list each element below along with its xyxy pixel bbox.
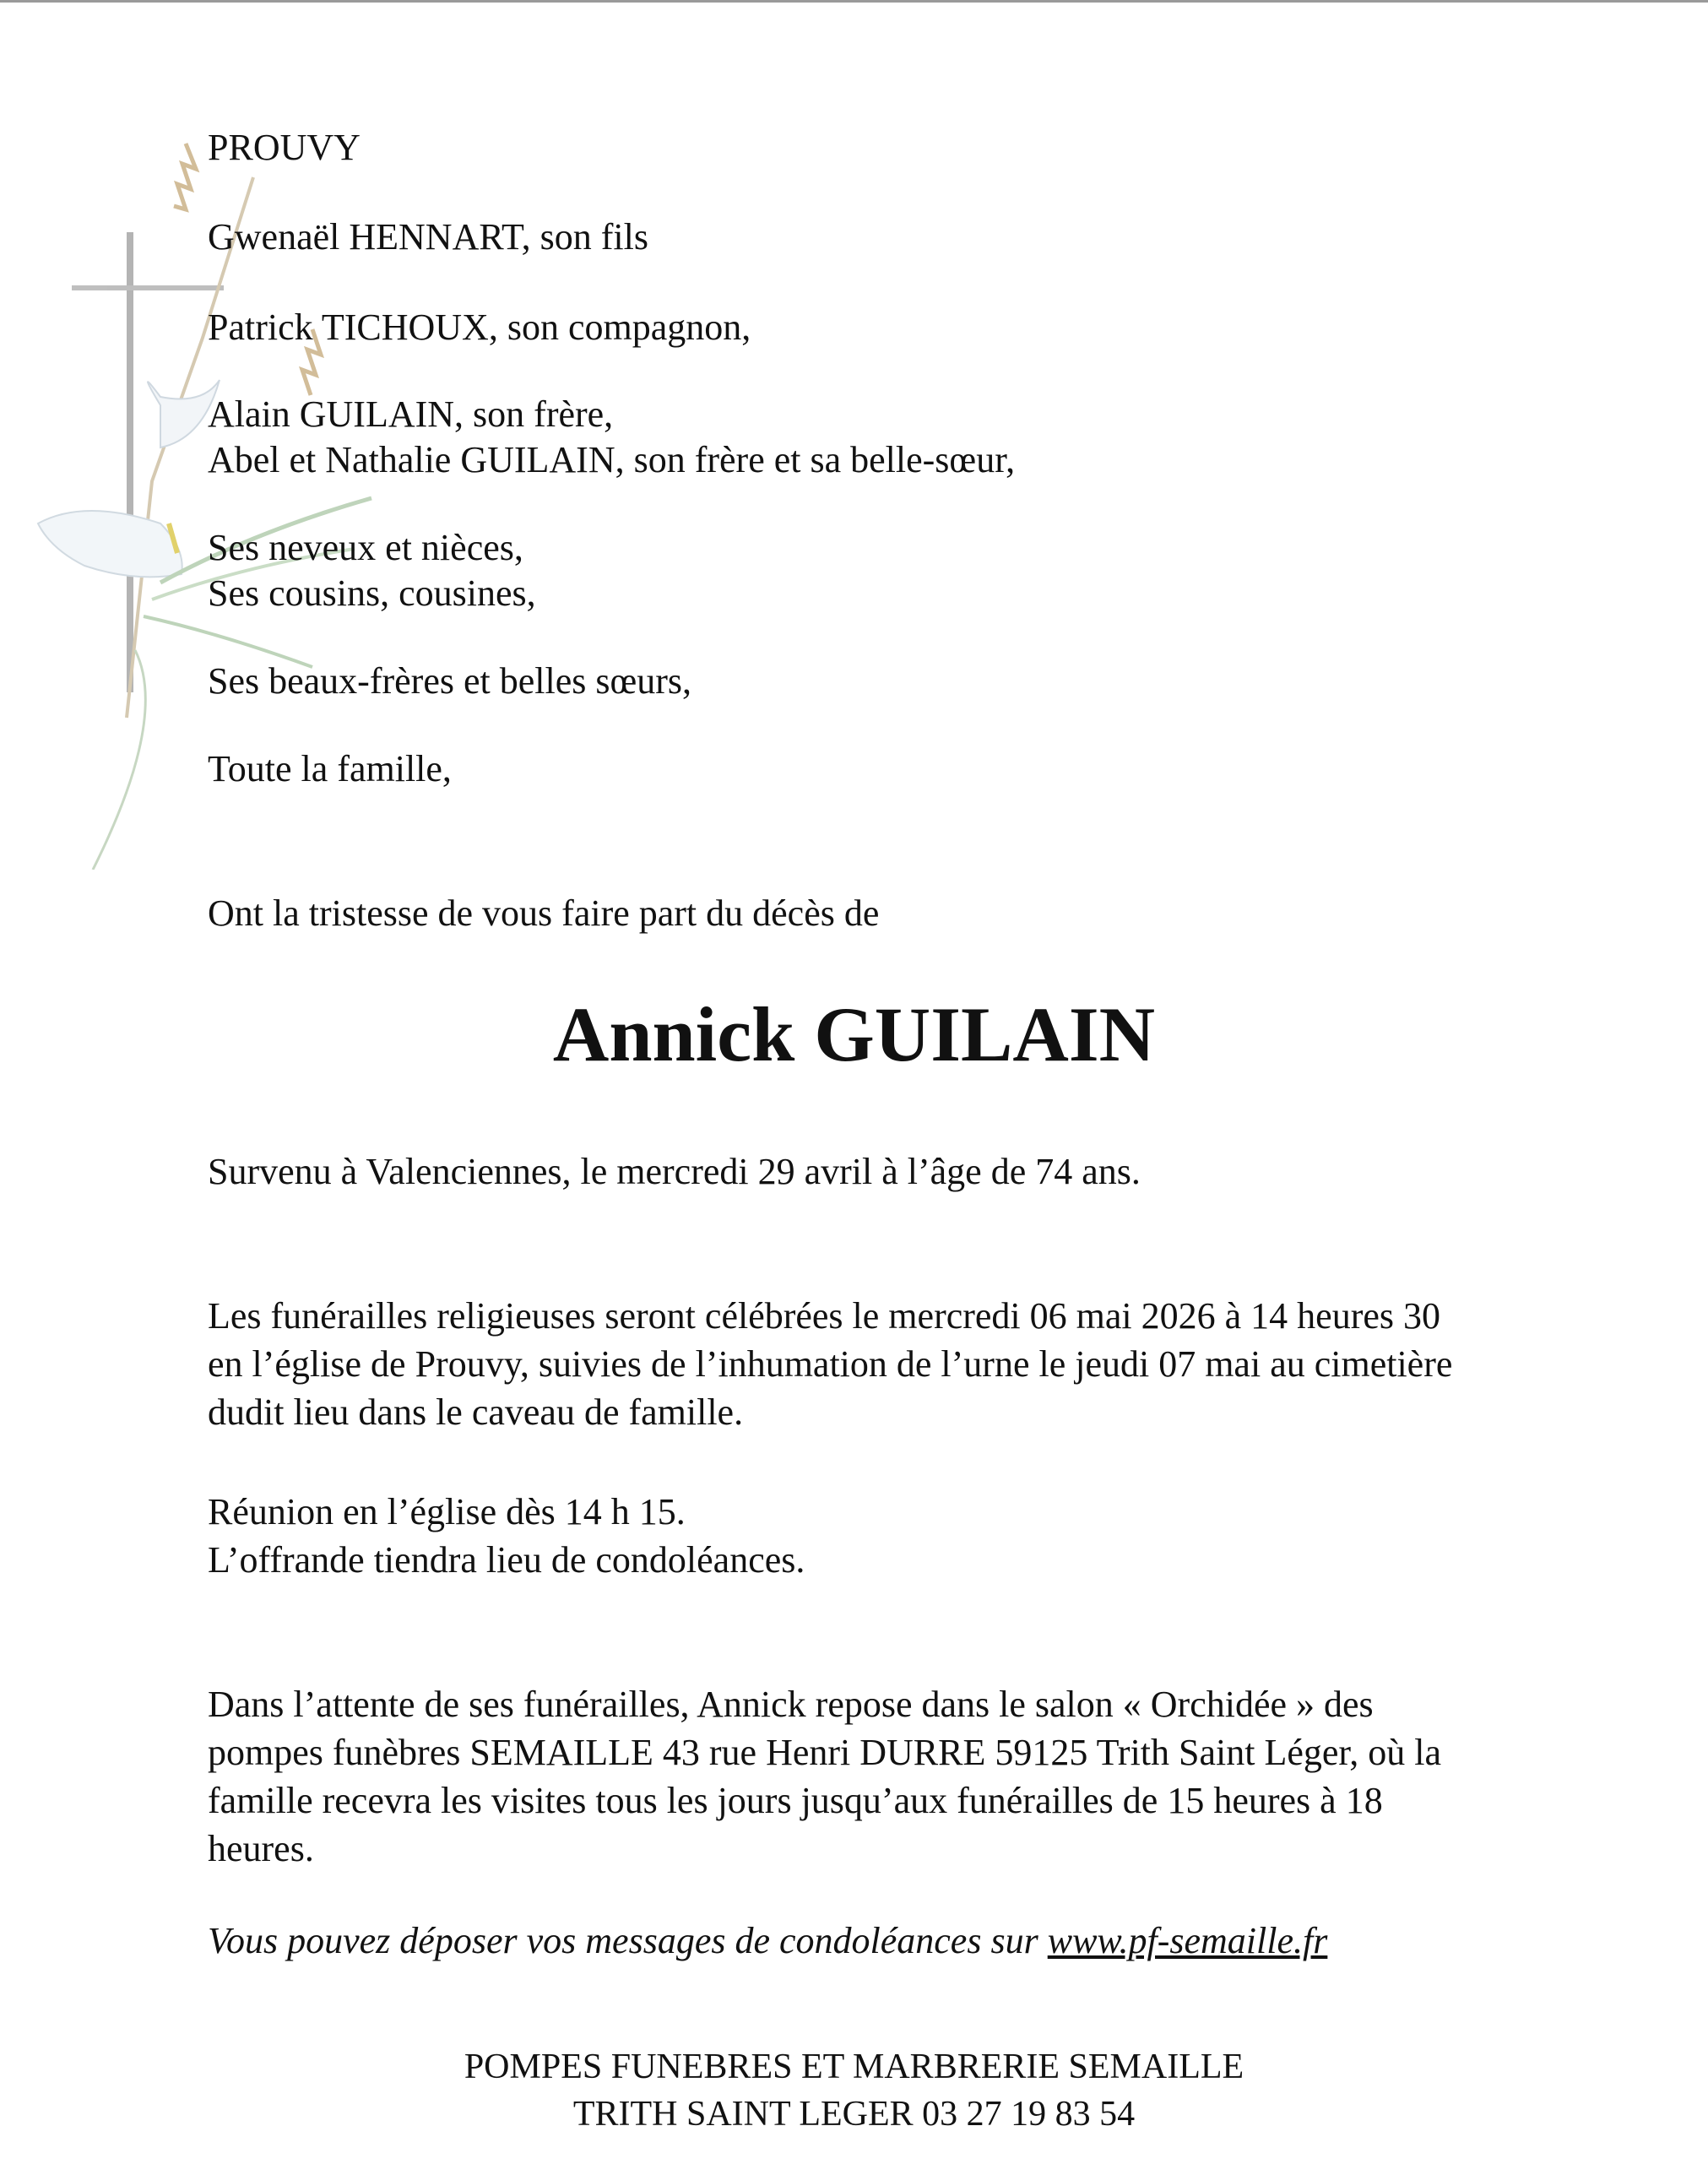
family-line: Patrick TICHOUX, son compagnon, (208, 306, 751, 348)
visitation-line: heures. (208, 1828, 314, 1869)
website-link[interactable]: www.pf-semaille.fr (1047, 1920, 1328, 1961)
meeting-line: L’offrande tiendra lieu de condoléances. (208, 1539, 805, 1581)
condolences-line (208, 1918, 1327, 1964)
family-line: Ses neveux et nièces, (208, 527, 523, 568)
town-heading: PROUVY (208, 127, 361, 168)
visitation-line: pompes funèbres SEMAILLE 43 rue Henri DURRE 59125 Trith Saint Léger, où la (208, 1732, 1442, 1773)
family-line: Gwenaël HENNART, son fils (208, 216, 649, 258)
meeting-line: Réunion en l’église dès 14 h 15. (208, 1491, 686, 1532)
visitation-line: Dans l’attente de ses funérailles, Annick repose dans le salon « Orchidée » des (208, 1684, 1374, 1725)
deceased-name: Annick GUILAIN (552, 991, 1156, 1077)
funeral-line: Les funérailles religieuses seront célébrées le mercredi 06 mai 2026 à 14 heures 30 (208, 1295, 1440, 1337)
family-line: Ses cousins, cousines, (208, 572, 536, 614)
condolences-text: Vous pouvez déposer vos messages de condoléances sur (208, 1920, 1048, 1961)
visitation-line: famille recevra les visites tous les jours jusqu’aux funérailles de 15 heures à 18 (208, 1780, 1383, 1821)
family-line: Abel et Nathalie GUILAIN, son frère et sa belle-sœur, (208, 439, 1016, 480)
family-line: Toute la famille, (208, 748, 452, 789)
top-border (0, 0, 1708, 3)
announcement-text: Ont la tristesse de vous faire part du décès de (208, 892, 880, 934)
family-line: Alain GUILAIN, son frère, (208, 393, 614, 435)
footer-company: POMPES FUNEBRES ET MARBRERIE SEMAILLE (464, 2047, 1244, 2086)
funeral-paragraph (208, 1292, 1601, 1436)
visitation-paragraph (208, 1680, 1601, 1873)
funeral-line: en l’église de Prouvy, suivies de l’inhumation de l’urne le jeudi 07 mai au cimetière (208, 1343, 1453, 1385)
death-details: Survenu à Valenciennes, le mercredi 29 avril à l’âge de 74 ans. (208, 1151, 1141, 1192)
meeting-paragraph (208, 1488, 1601, 1584)
family-line: Ses beaux-frères et belles sœurs, (208, 660, 692, 702)
funeral-line: dudit lieu dans le caveau de famille. (208, 1391, 744, 1433)
footer-contact: TRITH SAINT LEGER 03 27 19 83 54 (572, 2095, 1136, 2134)
